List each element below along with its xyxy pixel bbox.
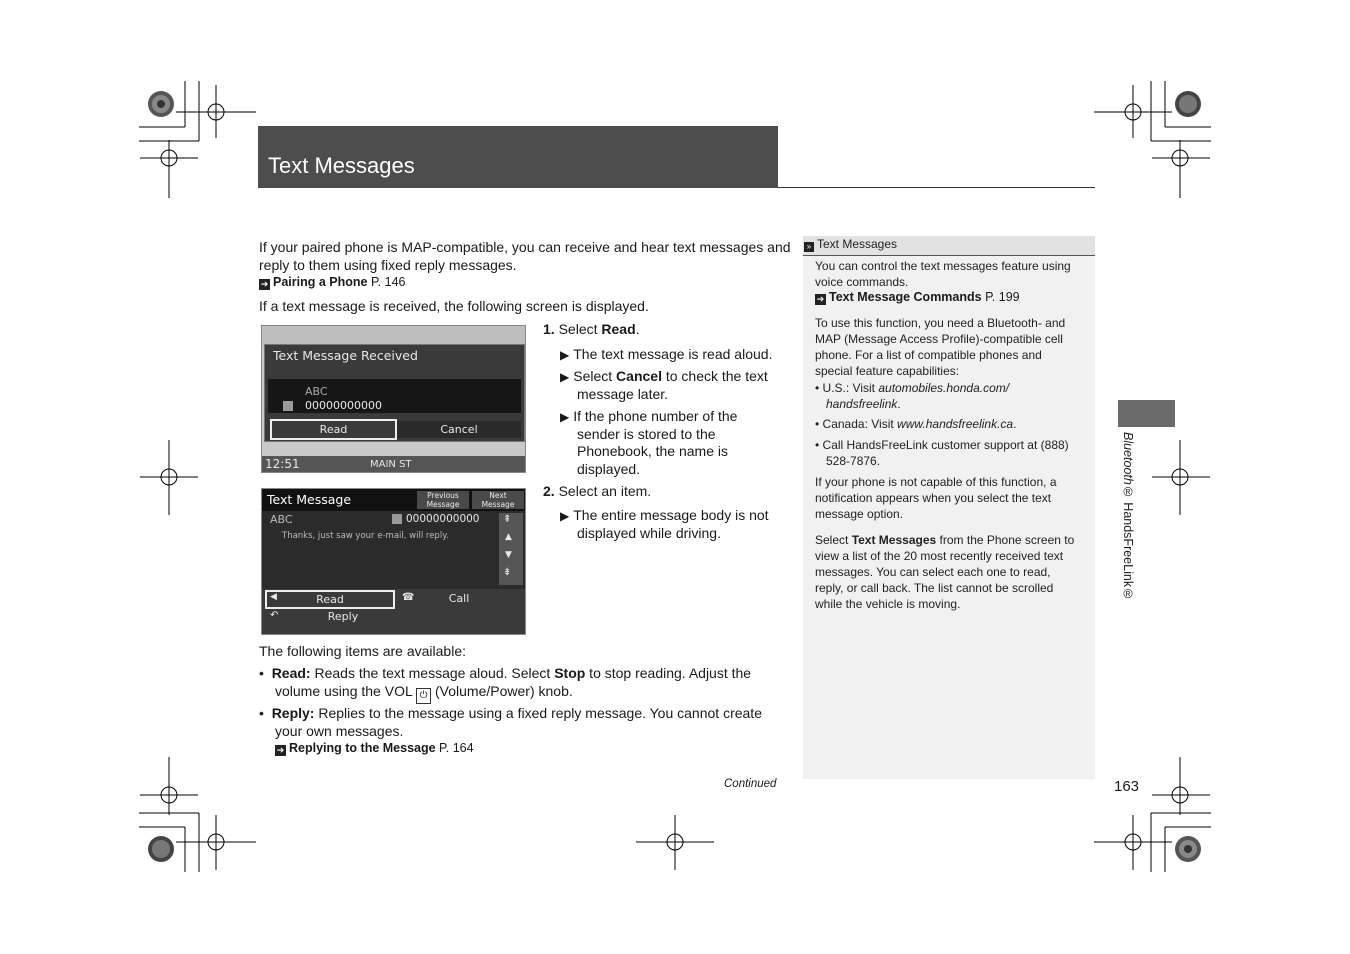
sidebar-line: special feature capabilities:	[815, 364, 960, 378]
bullet-continued: message later.	[577, 386, 669, 402]
bullet-continued: Phonebook, the name is	[577, 443, 728, 459]
xref-pairing[interactable]	[259, 275, 405, 290]
xref-arrow-icon: ➔	[260, 279, 269, 289]
bullet-text: If the phone number of the	[573, 408, 738, 424]
step-text: Select an item.	[558, 483, 652, 499]
section-tab	[1118, 400, 1175, 427]
step-text: .	[635, 321, 640, 337]
sidebar-text: U.S.: Visit	[822, 381, 879, 395]
step-1-bullet	[560, 407, 737, 426]
popup-title: Text Message Received	[273, 348, 418, 363]
sidebar-text: Canada: Visit	[822, 417, 898, 431]
sidebar-line: MAP (Message Access Profile)-compatible cell	[815, 332, 1063, 346]
sidebar-line: message option.	[815, 507, 904, 521]
next-message-button[interactable]: Next Message	[472, 491, 524, 509]
note-icon: »	[804, 242, 814, 252]
sidebar-keyword: Text Messages	[851, 533, 937, 547]
screenshot-text-message	[261, 488, 526, 635]
xref-arrow-icon: ➔	[816, 294, 825, 304]
step-1-bullet	[560, 345, 772, 364]
item-read-continued	[275, 682, 573, 704]
xref-title: Replying to the Message	[289, 741, 436, 755]
item-text: (Volume/Power) knob.	[431, 683, 573, 699]
item-read: • Read: Reads the text message aloud. Select Stop to stop reading. Adjust the	[259, 665, 752, 681]
sidebar-bullet-us-continued	[826, 396, 901, 412]
item-text: to stop reading. Adjust the	[585, 665, 752, 681]
item-label: Read:	[271, 665, 311, 681]
section-label-text: ® HandsFreeLink®	[1121, 484, 1135, 602]
screenshot-message-received	[261, 325, 526, 473]
road-name: MAIN ST	[370, 459, 412, 470]
power-icon: ⏻	[416, 688, 431, 704]
scroll-bottom-icon[interactable]: ⇟	[503, 567, 512, 578]
sidebar-line	[815, 532, 1074, 548]
call-button[interactable]: Call	[448, 592, 470, 605]
sidebar-text: .	[1013, 417, 1017, 431]
bullet-text: Select	[573, 368, 617, 384]
step-2	[543, 482, 651, 500]
step-text: Select	[558, 321, 602, 337]
item-reply-continued: your own messages.	[275, 723, 404, 739]
screen-title: Text Message	[267, 492, 352, 507]
step-number: 1.	[543, 321, 555, 337]
item-text: Reads the text message aloud. Select	[310, 665, 555, 681]
page-number: 163	[1114, 778, 1140, 795]
section-label-italic: Bluetooth	[1121, 432, 1135, 485]
sender-number: 00000000000	[406, 513, 480, 525]
url-link[interactable]: automobiles.honda.com/	[878, 381, 1010, 395]
sidebar-line: phone. For a list of compatible phones and	[815, 348, 1042, 362]
reply-button[interactable]: Reply	[327, 610, 359, 623]
sidebar-line: notification appears when you select the text	[815, 491, 1052, 505]
xref-page: P. 146	[367, 275, 406, 289]
sidebar-line: You can control the text messages feature using	[815, 259, 1071, 273]
sidebar-line: voice commands.	[815, 275, 909, 289]
sidebar-line: messages. You can select each one to read,	[815, 565, 1051, 579]
triangle-icon: ▶	[560, 509, 570, 523]
step-1	[543, 320, 640, 338]
phone-icon	[283, 401, 293, 411]
continued-label: Continued	[724, 778, 777, 790]
sidebar-para-4	[815, 532, 1074, 612]
read-button[interactable]: Read	[270, 419, 397, 440]
cancel-button[interactable]: Cancel	[397, 421, 521, 438]
sidebar-text: Select	[815, 533, 852, 547]
intro-paragraph	[259, 238, 791, 274]
page-title: Text Messages	[268, 153, 415, 178]
sidebar-para-2	[815, 315, 1065, 379]
sidebar-line: To use this function, you need a Bluetooth- and	[815, 316, 1066, 330]
url-link[interactable]: www.handsfreelink.ca	[897, 417, 1014, 431]
sidebar-bullet-us: • U.S.: Visit automobiles.honda.com/	[815, 381, 1010, 395]
previous-message-button[interactable]: Previous Message	[417, 491, 469, 509]
sidebar-heading	[804, 236, 897, 252]
bullet-text: The text message is read aloud.	[573, 346, 773, 362]
message-body: Thanks, just saw your e-mail, will reply.	[282, 531, 449, 541]
triangle-icon: ▶	[560, 348, 570, 362]
xref-page: P. 199	[981, 290, 1020, 304]
clock: 12:51	[265, 457, 300, 471]
item-text: volume using the VOL	[275, 683, 417, 699]
read-button[interactable]: Read	[265, 590, 395, 609]
item-reply: • Reply: Replies to the message using a fixed reply message. You cannot create	[259, 705, 762, 721]
bullet-continued: displayed while driving.	[577, 525, 721, 541]
sender-number: 00000000000	[305, 399, 382, 412]
sidebar-text: .	[897, 397, 901, 411]
bullet-continued: sender is stored to the	[577, 426, 716, 442]
step-1-bullet	[560, 367, 768, 386]
sidebar-bullet-canada: • Canada: Visit www.handsfreelink.ca.	[815, 417, 1017, 431]
reply-icon: ↶	[270, 610, 279, 621]
sidebar-line: reply, or call back. The list cannot be scrolled	[815, 581, 1054, 595]
scroll-down-icon[interactable]: ▼	[505, 550, 512, 560]
sidebar-line: If your phone is not capable of this function, a	[815, 475, 1057, 489]
xref-title: Pairing a Phone	[273, 275, 368, 289]
call-icon: ☎	[402, 592, 415, 603]
sidebar-text: Call HandsFreeLink customer support at (888)	[822, 438, 1069, 452]
sidebar-para-1	[815, 258, 1071, 290]
sidebar-para-3	[815, 474, 1057, 522]
url-link[interactable]: handsfreelink	[826, 397, 898, 411]
step-2-bullet	[560, 506, 769, 525]
sender-name: ABC	[305, 385, 328, 398]
phone-icon	[392, 514, 402, 524]
xref-replying[interactable]	[275, 741, 474, 756]
sidebar-bullet-call: • Call HandsFreeLink customer support at (888)	[815, 438, 1069, 452]
xref-page: P. 164	[435, 741, 474, 755]
intro-line: If your paired phone is MAP-compatible, you can receive and hear text messages and	[259, 239, 791, 255]
triangle-icon: ▶	[560, 410, 570, 424]
bullet-text: The entire message body is not	[573, 507, 769, 523]
bullet-continued: displayed.	[577, 461, 641, 477]
item-keyword: Stop	[554, 665, 586, 681]
items-heading: The following items are available:	[259, 643, 466, 659]
sidebar-line: while the vehicle is moving.	[815, 597, 961, 611]
xref-title: Text Message Commands	[829, 290, 982, 304]
sidebar-text: from the Phone screen to	[936, 533, 1075, 547]
xref-arrow-icon: ➔	[276, 745, 285, 755]
step-number: 2.	[543, 483, 555, 499]
sidebar-bullet-call-continued: 528-7876.	[826, 454, 881, 468]
item-text: Replies to the message using a fixed reply message. You cannot create	[314, 705, 762, 721]
sidebar-line: view a list of the 20 most recently received text	[815, 549, 1064, 563]
xref-voice-commands[interactable]	[815, 290, 1020, 305]
popup	[264, 344, 525, 442]
speaker-icon: ◀	[270, 592, 277, 602]
scroll-top-icon[interactable]: ⇞	[503, 514, 512, 525]
triangle-icon: ▶	[560, 370, 570, 384]
scroll-up-icon[interactable]: ▲	[505, 532, 512, 542]
bullet-text: to check the text	[661, 368, 768, 384]
intro-line: reply to them using fixed reply messages.	[259, 257, 517, 273]
step-keyword: Read	[601, 321, 636, 337]
title-rule	[778, 187, 1095, 188]
sidebar-heading-text: Text Messages	[817, 237, 898, 251]
sender-name: ABC	[270, 513, 293, 526]
section-label	[1121, 432, 1135, 601]
bullet-keyword: Cancel	[616, 368, 662, 384]
item-label: Reply:	[271, 705, 315, 721]
received-line: If a text message is received, the following screen is displayed.	[259, 298, 649, 314]
